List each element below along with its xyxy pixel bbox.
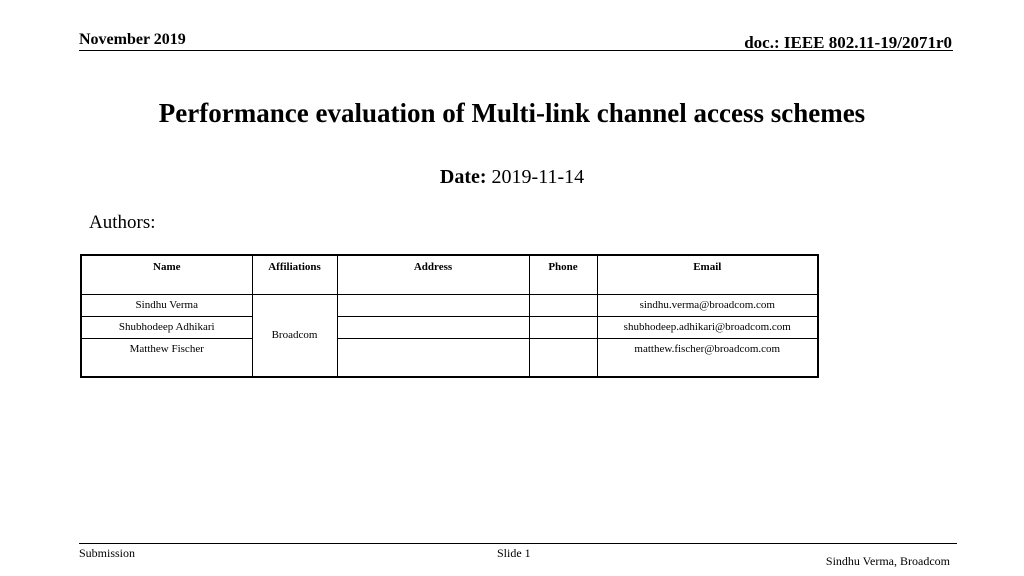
cell-email: matthew.fischer@broadcom.com bbox=[597, 338, 818, 377]
slide-title: Performance evaluation of Multi-link channel access schemes bbox=[158, 98, 866, 128]
cell-address bbox=[337, 316, 529, 338]
cell-name: Sindhu Verma bbox=[81, 294, 252, 316]
footer-submission: Submission bbox=[79, 546, 136, 560]
header-doc-id: doc.: IEEE 802.11-19/2071r0 bbox=[744, 33, 952, 52]
header-name: Name bbox=[81, 255, 252, 294]
footer-divider bbox=[79, 543, 957, 544]
footer-slide-number: Slide 1 bbox=[497, 546, 531, 560]
cell-address bbox=[337, 294, 529, 316]
cell-address bbox=[337, 338, 529, 377]
footer-author: Sindhu Verma, Broadcom bbox=[825, 554, 950, 568]
header-affiliations: Affiliations bbox=[252, 255, 337, 294]
header-email: Email bbox=[597, 255, 818, 294]
header-divider bbox=[79, 50, 953, 51]
header-phone: Phone bbox=[529, 255, 597, 294]
cell-phone bbox=[529, 294, 597, 316]
cell-name: Matthew Fischer bbox=[81, 338, 252, 377]
table-row bbox=[81, 338, 818, 377]
authors-table bbox=[80, 254, 819, 378]
cell-name: Shubhodeep Adhikari bbox=[81, 316, 252, 338]
cell-phone bbox=[529, 338, 597, 377]
cell-affiliation: Broadcom bbox=[252, 294, 337, 377]
table-header-row bbox=[81, 255, 818, 294]
cell-phone bbox=[529, 316, 597, 338]
cell-email: sindhu.verma@broadcom.com bbox=[597, 294, 818, 316]
date-line bbox=[0, 166, 1024, 189]
date-value: 2019-11-14 bbox=[491, 166, 585, 188]
table-row bbox=[81, 316, 818, 338]
authors-label: Authors: bbox=[89, 212, 156, 233]
cell-email: shubhodeep.adhikari@broadcom.com bbox=[597, 316, 818, 338]
header-address: Address bbox=[337, 255, 529, 294]
table-row bbox=[81, 294, 818, 316]
date-label: Date: bbox=[439, 166, 487, 188]
header-date: November 2019 bbox=[79, 31, 186, 48]
